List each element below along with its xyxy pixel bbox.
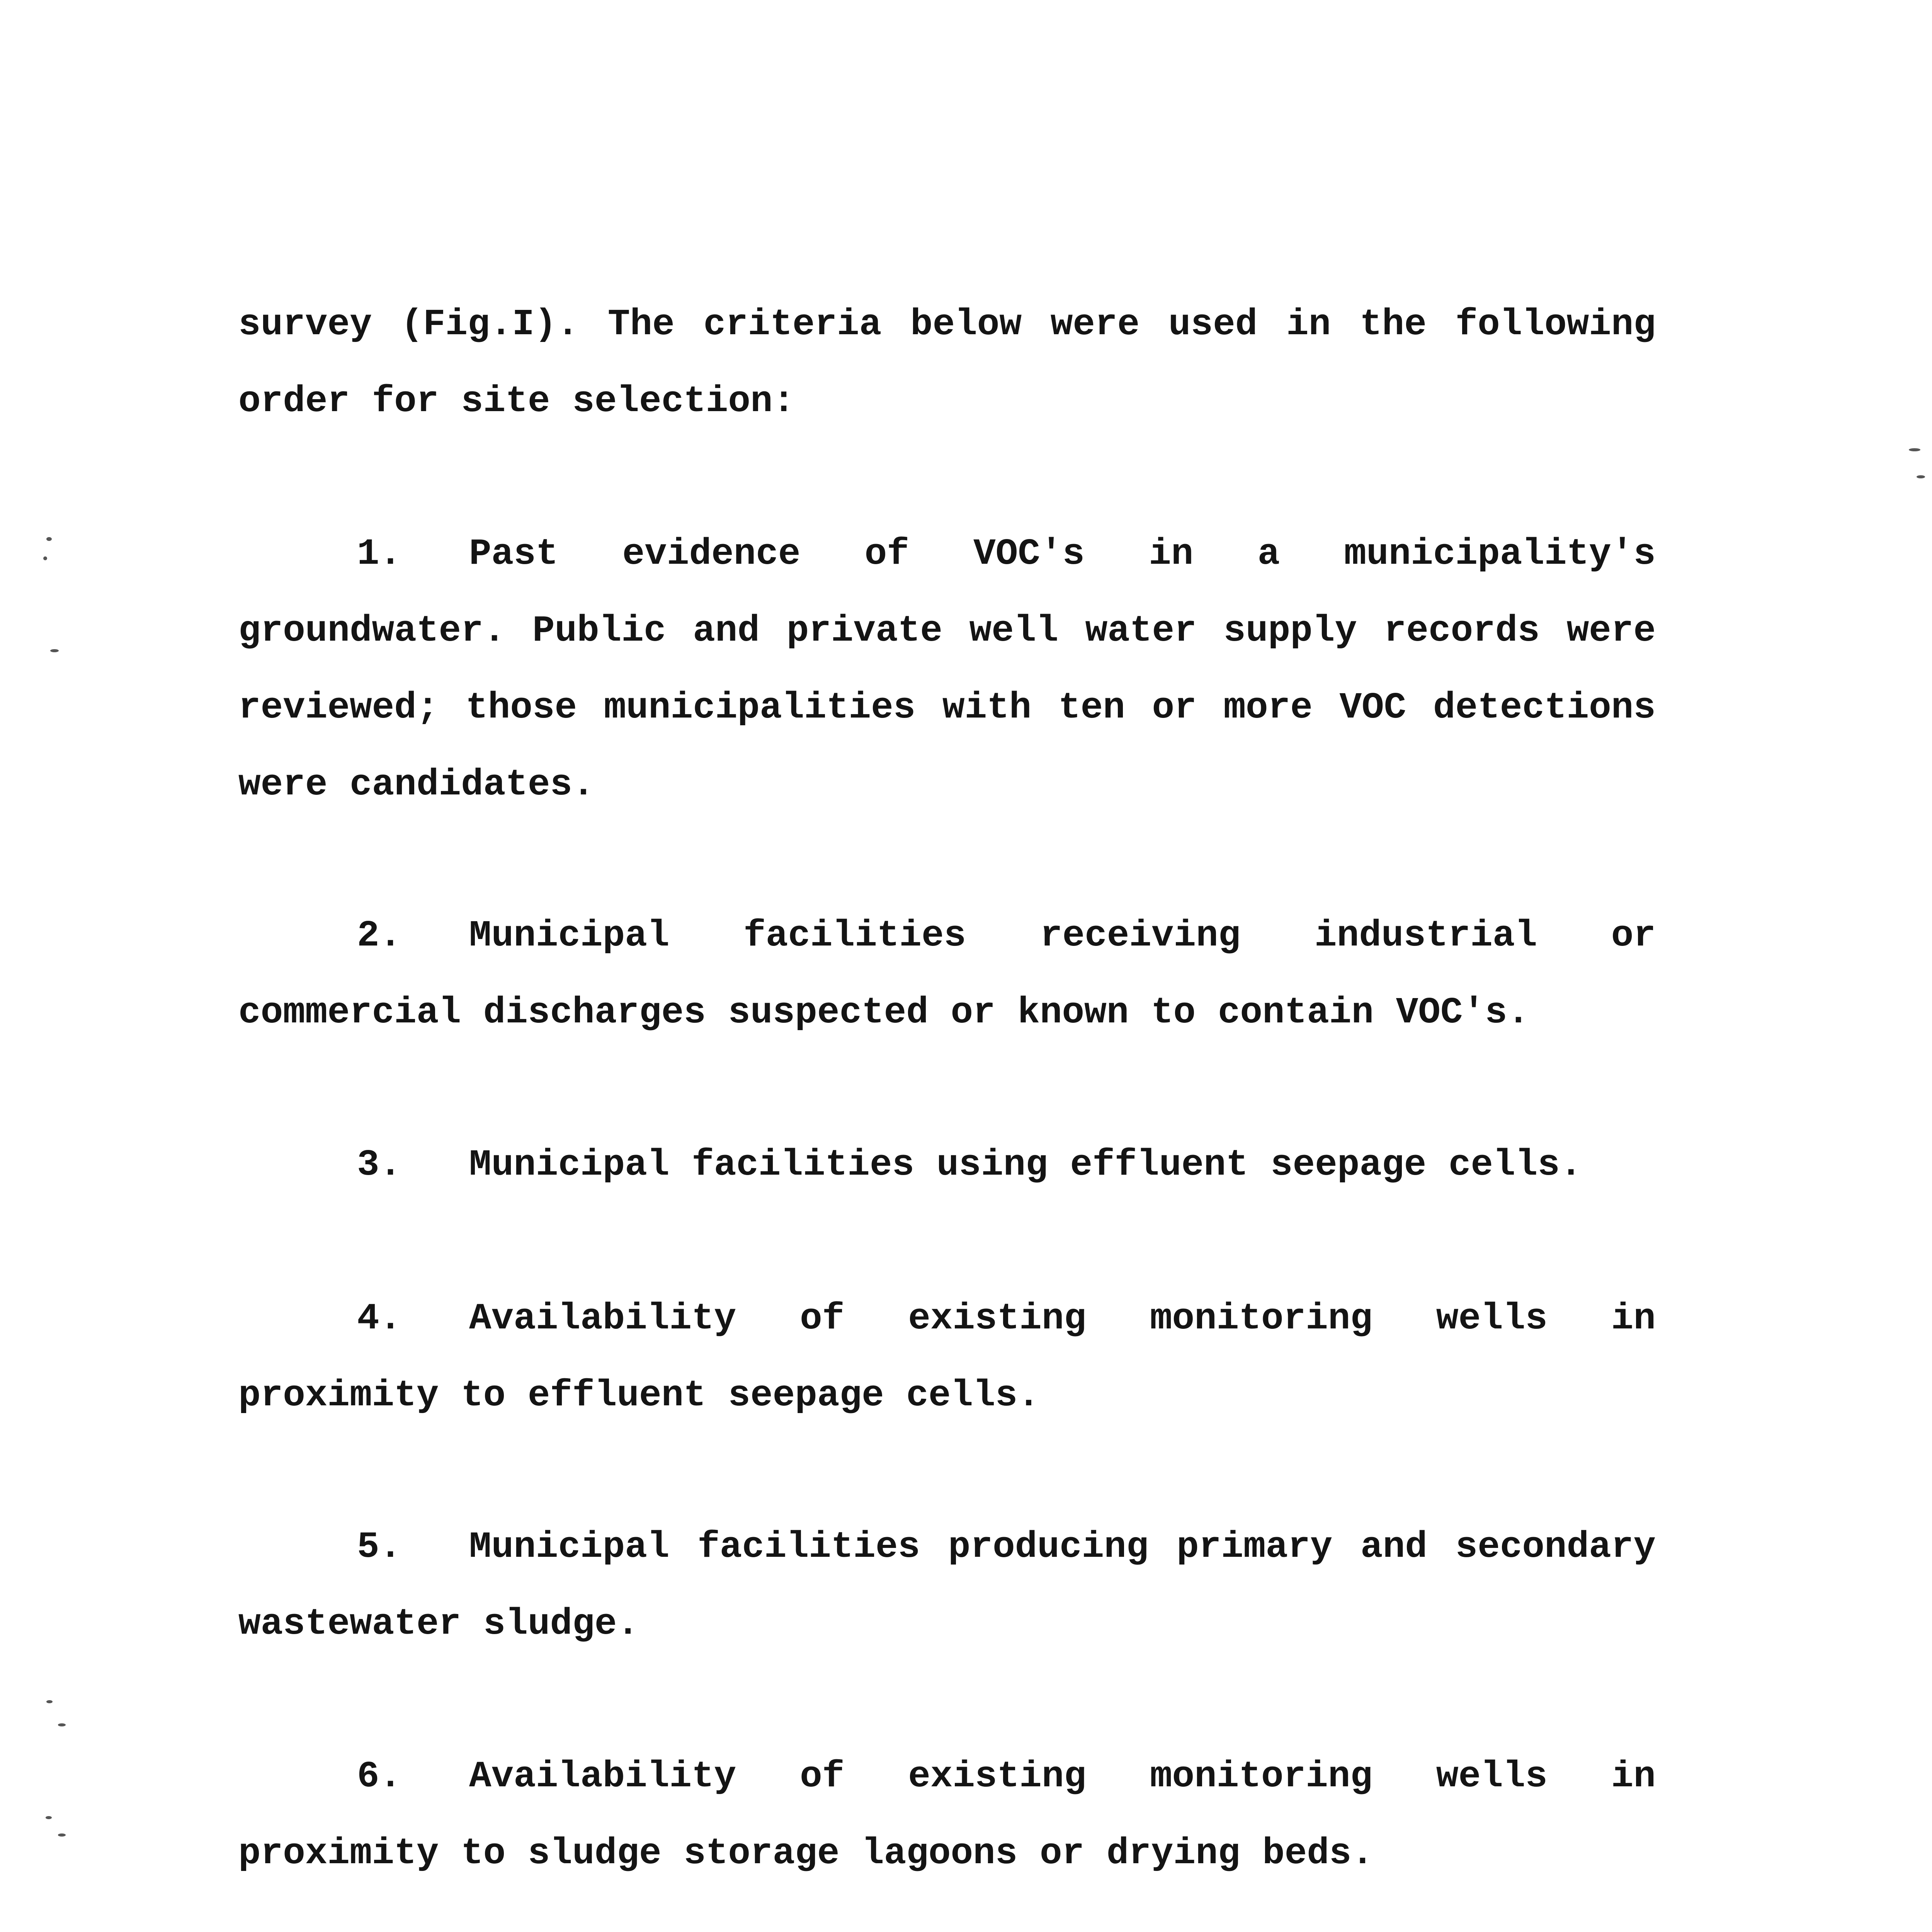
criterion-text: Municipal facilities using effluent seepage cells. — [469, 1144, 1582, 1186]
criterion-item — [238, 1509, 1656, 1662]
criterion-text: Municipal facilities producing primary and secondary wastewater sludge. — [238, 1526, 1656, 1645]
scan-speck — [58, 1723, 66, 1726]
criterion-item — [238, 1738, 1656, 1892]
scan-speck — [1909, 448, 1920, 451]
scan-speck — [50, 649, 59, 652]
criterion-text: Past evidence of VOC's in a municipality's groundwater. Public and private well water supply records were reviewed; those municipalities with ten or more VOC detections were candidates. — [238, 533, 1656, 806]
criterion-item — [238, 897, 1656, 1051]
criterion-number: 4. — [357, 1298, 402, 1340]
scan-speck — [1917, 475, 1925, 478]
criterion-number: 5. — [357, 1526, 402, 1568]
intro-paragraph: survey (Fig.I). The criteria below were used in the following order for site selection: — [238, 303, 1656, 422]
criterion-item — [238, 515, 1656, 823]
scan-speck — [46, 537, 52, 541]
scan-speck — [43, 556, 47, 560]
criterion-text: Availability of existing monitoring wells in proximity to sludge storage lagoons or drying beds. — [238, 1755, 1656, 1874]
criterion-item — [238, 1126, 1656, 1203]
criterion-number: 1. — [357, 533, 402, 575]
criterion-item — [238, 1280, 1656, 1434]
scan-speck — [46, 1700, 53, 1703]
criterion-number: 2. — [357, 915, 402, 957]
scan-speck — [58, 1833, 66, 1837]
criterion-text: Municipal facilities receiving industrial or commercial discharges suspected or known to contain VOC's. — [238, 915, 1656, 1034]
criterion-text: Availability of existing monitoring wells in proximity to effluent seepage cells. — [238, 1298, 1656, 1417]
scan-speck — [46, 1816, 52, 1819]
criterion-number: 6. — [357, 1755, 402, 1798]
criterion-number: 3. — [357, 1144, 402, 1186]
